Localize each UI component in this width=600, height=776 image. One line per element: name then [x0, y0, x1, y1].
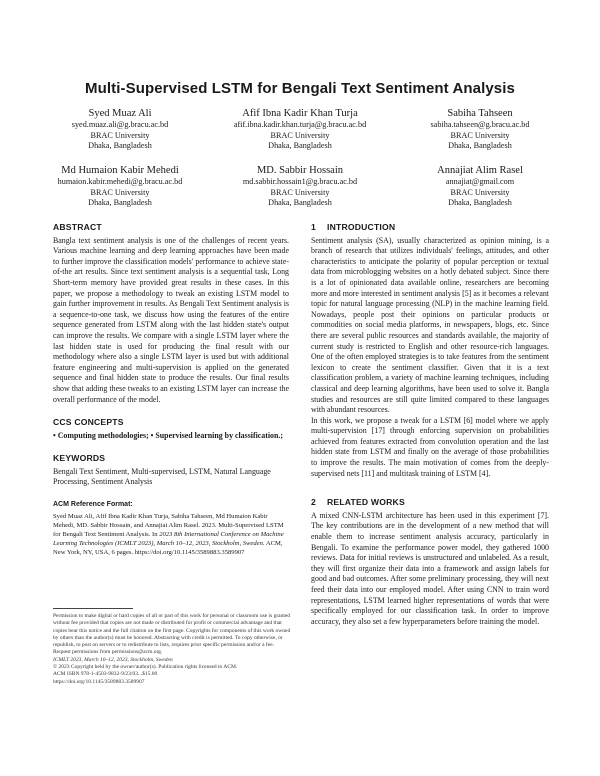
author-email[interactable]: md.sabbir.hossain1@g.bracu.ac.bd	[242, 177, 358, 186]
footnote	[53, 613, 293, 686]
ccs-section	[53, 417, 289, 441]
author-affiliation: BRAC University	[90, 187, 150, 197]
abstract-section	[53, 222, 289, 405]
author-location: Dhaka, Bangladesh	[268, 198, 332, 207]
authors-row-1	[30, 107, 570, 152]
author-email[interactable]: sabiha.tahseen@g.bracu.ac.bd	[430, 120, 530, 129]
author-affiliation: BRAC University	[450, 130, 510, 140]
author-location: Dhaka, Bangladesh	[88, 198, 152, 207]
author-email[interactable]: afif.ibna.kadir.khan.turja@g.bracu.ac.bd	[233, 120, 367, 129]
footnote-isbn: ACM ISBN 978-1-4503-9832-9/23/03...$15.00	[53, 671, 158, 678]
author-affiliation: BRAC University	[270, 130, 330, 140]
author-location: Dhaka, Bangladesh	[268, 141, 332, 150]
ccs-heading: CCS CONCEPTS	[53, 417, 124, 428]
author-affiliation: BRAC University	[270, 187, 330, 197]
author-block	[30, 164, 210, 209]
author-block	[210, 107, 390, 152]
related-works-paragraph-1: A mixed CNN-LSTM architecture has been used in this experiment [7]. The key contributions are in the development of a new method that will enable them to increase sentiment analysis accuracy, particularly in Bengali. To examine the performance power model, they gathered 1000 reviews. Data for initial reviews is unstructured and unlabeled. As a result, they will first organize their data into a framework and assign labels for good and bad outcomes. After some preliminary processing, they will next feed their data into our employed model. After using CNN to train word representations, LSTM learned higher representations of words that were specifically employed for our classification task. In order to improve accuracy, they also set a few hyperparameters before training the model.	[311, 510, 549, 626]
authors-row-2	[30, 164, 570, 209]
abstract-heading: ABSTRACT	[53, 222, 102, 232]
author-block	[30, 107, 210, 152]
author-affiliation: BRAC University	[450, 187, 510, 197]
author-affiliation: BRAC University	[90, 130, 150, 140]
introduction-paragraph-2: In this work, we propose a tweak for a LSTM [6] model where we apply multi-supervision [17] through enforcing supervision on probabilities achieved from features extracted from convolution operation and the last hidden state from LSTM and finally on the average of those probabilities to improve the results. The main motivation of comes from the deeply-supervised nets [11] and multitask training of LSTM [4].	[311, 415, 549, 478]
author-email[interactable]: humaion.kabir.mehedi@g.bracu.ac.bd	[57, 177, 183, 186]
author-email[interactable]: annajiat@gmail.com	[445, 177, 515, 186]
right-column	[311, 222, 549, 639]
introduction-paragraph-1: Sentiment analysis (SA), usually characterized as opinion mining, is a branch of research that utilizes individuals' feelings, attitudes, and other characteristics to anticipate the polarity of popular perception or textual data from microblogging websites on a hotly debated subject. Since there is a lot of opinionated data available online, researchers are becoming more and more interested in sentiment analysis [5] as it becomes a relevant topic for natural language processing (NLP) in the machine learning field. Nowadays, people post their opinions on particular products or commodities on social media platforms, in newspapers, blogs, etc. Since there are several public resources and standards available, the majority of current study is restricted to English and other resource-rich languages. One of the often employed strategies is to take features from the sentiment lexicon to create the sentiment classifier. Given that it is a text classification problem, a variety of machine learning techniques, including classical and deep learning algorithms, have been used to solve it. Bangla studies and resources are still quite limited compared to these languages with abundant resources.	[311, 235, 549, 415]
author-block	[390, 164, 570, 209]
keywords-text: Bengali Text Sentiment, Multi-supervised, LSTM, Natural Language Processing, Sentiment Analysis	[53, 466, 271, 487]
ccs-text: • Computing methodologies; • Supervised learning by classification.;	[53, 430, 283, 440]
footnote-copyright: © 2023 Copyright held by the owner/author(s). Publication rights licensed to ACM.	[53, 664, 238, 671]
author-block	[210, 164, 390, 209]
author-location: Dhaka, Bangladesh	[448, 141, 512, 150]
footnote-doi[interactable]: https://doi.org/10.1145/3589883.3589907	[53, 678, 145, 685]
abstract-text: Bangla text sentiment analysis is one of the challenges of recent years. Various machine learning and deep learning approaches have been made to further improve the classification models' performance to achieve state-of-the art results. Since text sentiment analysis is a sequential task, Long Short-term memory have provided great results in these cases. In this paper, we propose a methodology to tweak an existing LSTM model to gain further improvement in results. As Bengali Text Sentiment analysis is a sequence-to-one task, we discuss how using the features of the entire sequence generated from LSTM along with the last hidden state's output can improve the results. We compare with a single LSTM layer where the last hidden state is used for producing the final result with our methodology where also a single LSTM layer is used but with additional feature engineering and multi-supervision is applied on the generated sequence and final hidden state to produce the results. Our final results show that adding these tweaks to an existing LSTM layer can increase the overall performance of the model.	[53, 235, 289, 404]
permission-notice: Permission to make digital or hard copies of all or part of this work for personal or classroom use is granted without fee provided that copies are not made or distributed for profit or commercial advantage and that copies bear this notice and the full citation on the first page. Copyrights for components of this work owned by others than the author(s) must be honored. Abstracting with credit is permitted. To copy otherwise, or republish, to post on servers or to redistribute to lists, requires prior specific permission and/or a fee. Request permissions from permissions@acm.org.	[53, 613, 291, 656]
related-works-heading: 2 RELATED WORKS	[311, 497, 405, 508]
author-name: Annajiat Alim Rasel	[437, 165, 523, 176]
acm-reference-text: Syed Muaz Ali, Afif Ibna Kadir Khan Turja, Sabiha Tahseen, Md Humaion Kabir Mehedi, MD. Sabbir Hossain, and Annajiat Alim Rasel. 2023. Multi-Supervised LSTM for Bengali Text Sentiment Analysis. In 2023 8th International Conference on Machine Learning Technologies (ICMLT 2023), March 10–12, 2023, Stockholm, Sweden. ACM, New York, NY, USA, 6 pages. https://doi.org/10.1145/3589883.3589907	[53, 512, 284, 557]
author-name: MD. Sabbir Hossain	[256, 165, 344, 176]
author-name: Md Humaion Kabir Mehedi	[61, 165, 179, 176]
left-column	[53, 222, 289, 570]
introduction-heading: 1 INTRODUCTION	[311, 222, 396, 232]
author-block	[390, 107, 570, 152]
related-works-section	[311, 497, 549, 627]
keywords-heading: KEYWORDS	[53, 453, 106, 464]
acm-reference-heading: ACM Reference Format:	[53, 501, 133, 509]
footnote-conference: ICMLT 2023, March 10–12, 2023, Stockholm, Sweden	[53, 656, 173, 663]
author-name: Sabiha Tahseen	[447, 108, 513, 119]
introduction-section	[311, 222, 549, 479]
keywords-section	[53, 453, 289, 488]
acm-reference-venue: 2023 8th International Conference on Machine Learning Technologies (ICMLT 2023), March 10–12, 2023, Stockholm, Sweden.	[53, 531, 284, 548]
acm-reference	[53, 500, 289, 558]
paper-title: Multi-Supervised LSTM for Bengali Text Sentiment Analysis	[85, 80, 515, 97]
author-email[interactable]: syed.muaz.ali@g.bracu.ac.bd	[71, 120, 169, 129]
author-location: Dhaka, Bangladesh	[448, 198, 512, 207]
footnote-divider	[53, 608, 133, 609]
author-name: Syed Muaz Ali	[88, 108, 152, 119]
author-location: Dhaka, Bangladesh	[88, 141, 152, 150]
author-name: Afif Ibna Kadir Khan Turja	[242, 108, 358, 119]
